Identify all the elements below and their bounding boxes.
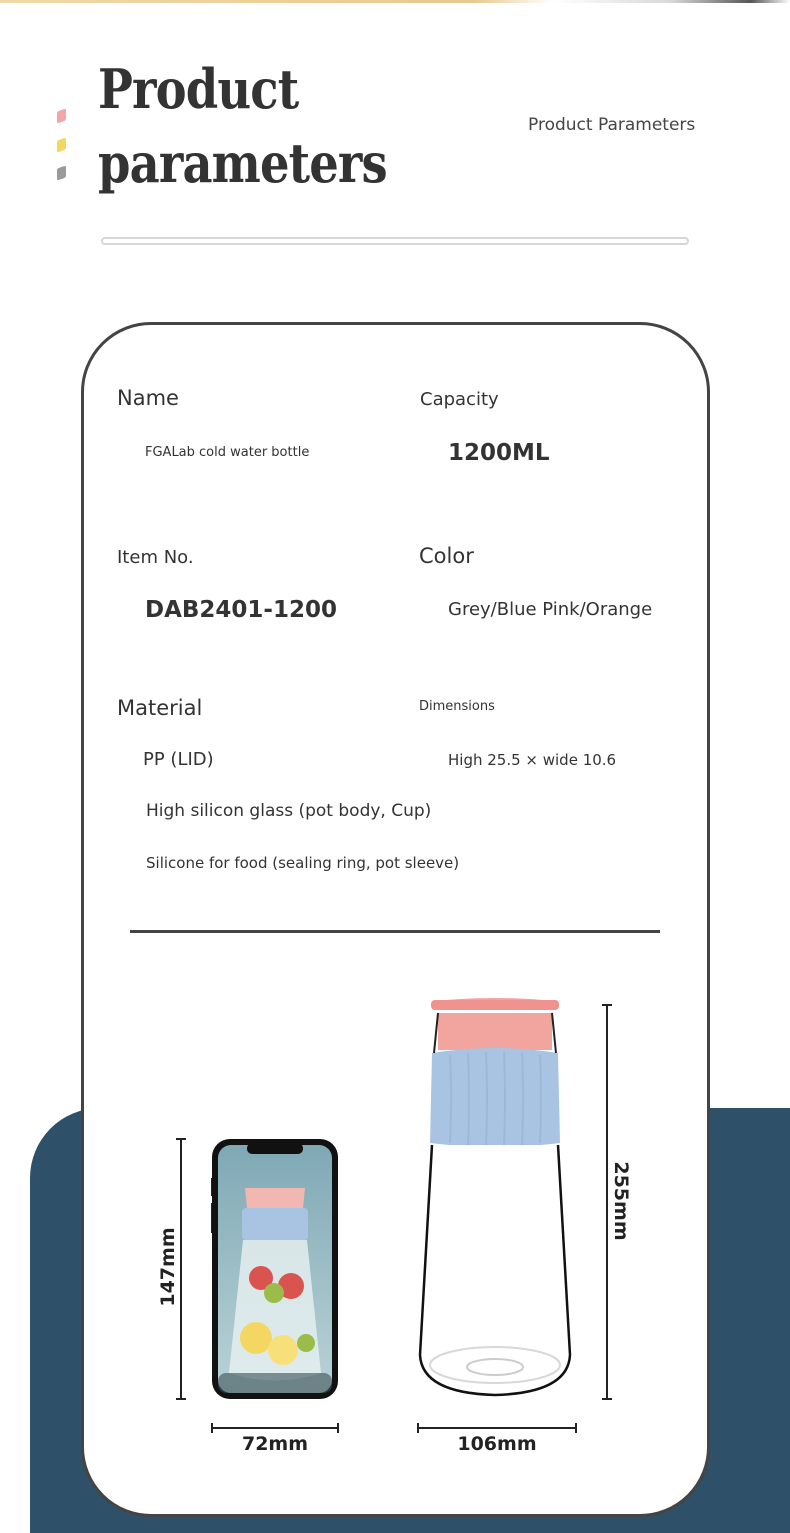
header-divider bbox=[101, 237, 689, 245]
material-value-glass: High silicon glass (pot body, Cup) bbox=[146, 801, 432, 821]
name-label: Name bbox=[117, 386, 179, 410]
capacity-value: 1200ML bbox=[448, 440, 550, 466]
material-value-lid: PP (LID) bbox=[143, 749, 214, 770]
bottle-height-marker bbox=[606, 1004, 608, 1400]
capacity-label: Capacity bbox=[420, 389, 499, 410]
yellow-accent-dot bbox=[57, 137, 66, 152]
dimensions-value: High 25.5 × wide 10.6 bbox=[448, 751, 617, 769]
page-subtitle: Product Parameters bbox=[528, 115, 696, 135]
phone-height-marker bbox=[180, 1138, 182, 1400]
gray-accent-dot bbox=[57, 165, 66, 180]
bottle-illustration bbox=[410, 995, 580, 1400]
material-value-silicone: Silicone for food (sealing ring, pot sleeve) bbox=[146, 854, 460, 872]
material-label: Material bbox=[117, 696, 203, 720]
item-number-value: DAB2401-1200 bbox=[145, 597, 337, 623]
spec-card bbox=[81, 322, 710, 1517]
phone-width-marker bbox=[211, 1427, 339, 1429]
color-label: Color bbox=[419, 544, 474, 568]
page-title-line-2: parameters bbox=[98, 131, 387, 195]
bottle-width-label: 106mm bbox=[457, 1433, 537, 1455]
page-title-line-1: Product bbox=[98, 57, 299, 121]
bottle-height-label: 255mm bbox=[610, 1161, 632, 1241]
phone-height-label: 147mm bbox=[157, 1227, 179, 1307]
name-value: FGALab cold water bottle bbox=[145, 445, 310, 460]
page-title bbox=[98, 52, 387, 200]
phone-illustration bbox=[211, 1138, 339, 1400]
bottle-width-marker bbox=[417, 1427, 577, 1429]
phone-width-label: 72mm bbox=[241, 1433, 309, 1455]
pink-accent-dot bbox=[57, 108, 66, 123]
color-value: Grey/Blue Pink/Orange bbox=[448, 599, 653, 620]
section-divider bbox=[130, 930, 660, 933]
dimensions-label: Dimensions bbox=[419, 699, 495, 714]
item-number-label: Item No. bbox=[117, 547, 194, 568]
top-accent-strip bbox=[0, 0, 790, 3]
